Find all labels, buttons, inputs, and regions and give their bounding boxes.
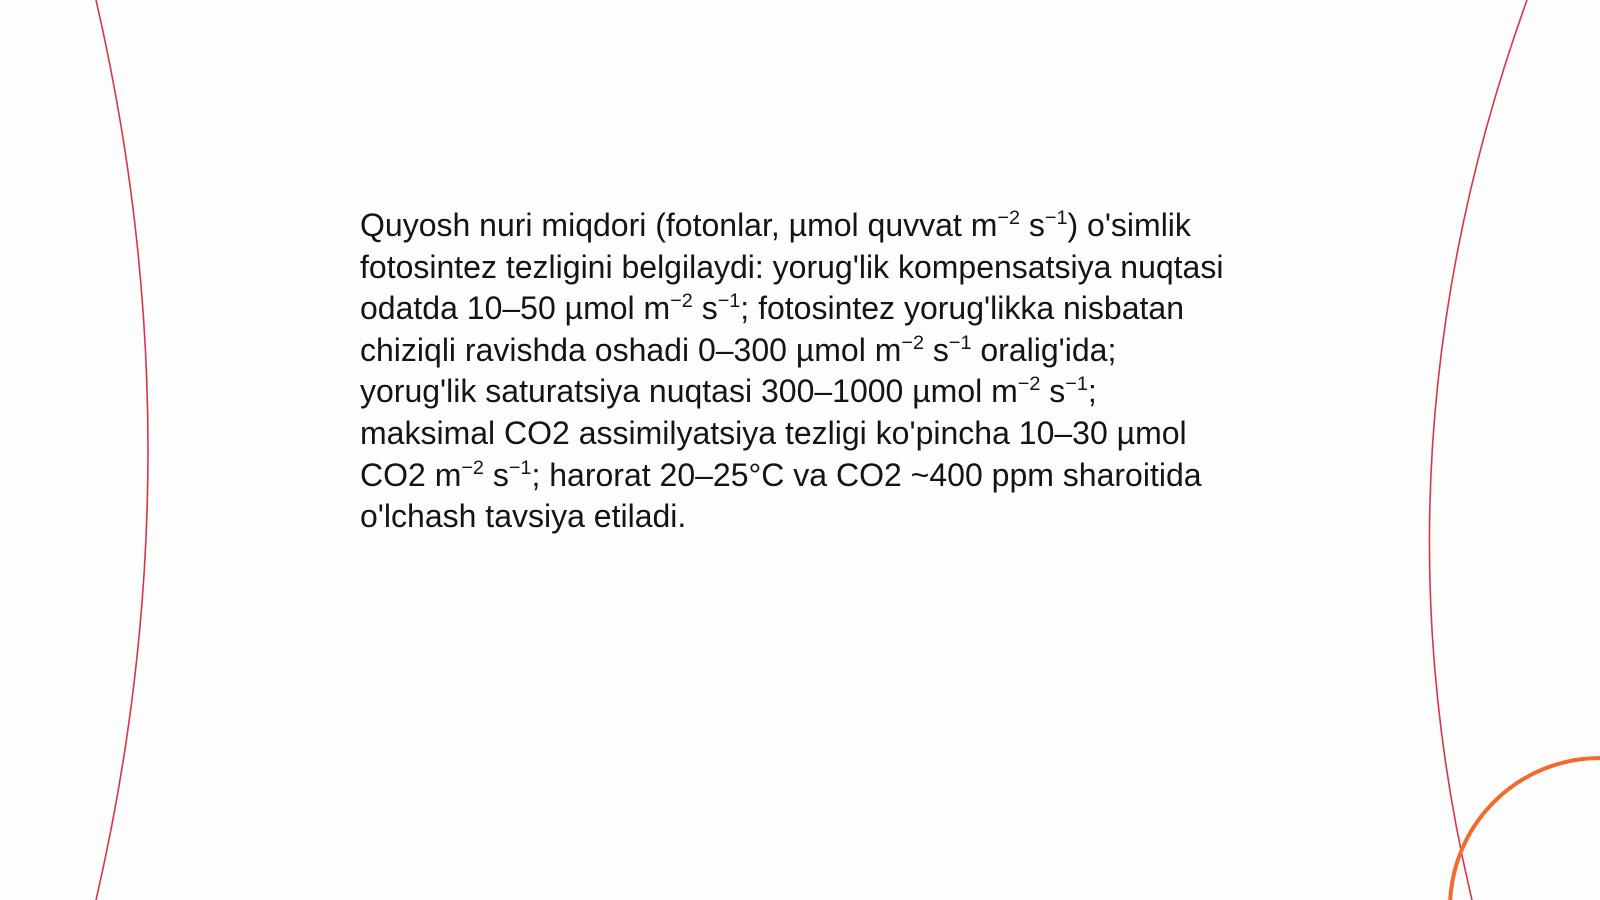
superscript: −2	[901, 331, 924, 354]
text-run: s	[692, 290, 718, 327]
text-run: s	[483, 456, 509, 493]
orange-circle-arc	[1450, 758, 1600, 900]
text-run: s	[923, 331, 949, 368]
superscript: −1	[948, 331, 972, 354]
superscript: −2	[997, 207, 1020, 230]
superscript: −2	[670, 290, 693, 313]
text-run: ; harorat 20–25°C va CO2 ~400 ppm sharoitida o'lchash tavsiya etiladi.	[360, 456, 1202, 535]
superscript: −1	[508, 456, 532, 479]
text-run: ; fotosintez yorug'likka nisbatan chiziqli ravishda oshadi 0–300 µmol m	[360, 290, 1184, 368]
text-run: oralig'ida; yorug'lik saturatsiya nuqtasi 300–1000 µmol m	[360, 331, 1117, 410]
text-run: s	[1040, 373, 1066, 410]
body-text	[360, 205, 1230, 538]
superscript: −1	[1044, 207, 1068, 230]
text-run: s	[1019, 207, 1045, 243]
right-red-arc	[1429, 0, 1527, 900]
superscript: −1	[1065, 373, 1088, 396]
left-red-arc	[96, 0, 148, 900]
text-run: ; maksimal CO2 assimilyatsiya tezligi ko'pincha 10–30 µmol CO2 m	[360, 373, 1187, 493]
superscript: −2	[1017, 373, 1041, 396]
superscript: −1	[717, 290, 741, 313]
text-run: Quyosh nuri miqdori (fotonlar, µmol quvvat m	[360, 207, 998, 243]
superscript: −2	[461, 456, 484, 479]
text-run: ) o'simlik fotosintez tezligini belgilaydi: yorug'lik kompensatsiya nuqtasi odatda 10–50 µmol m	[360, 207, 1224, 327]
